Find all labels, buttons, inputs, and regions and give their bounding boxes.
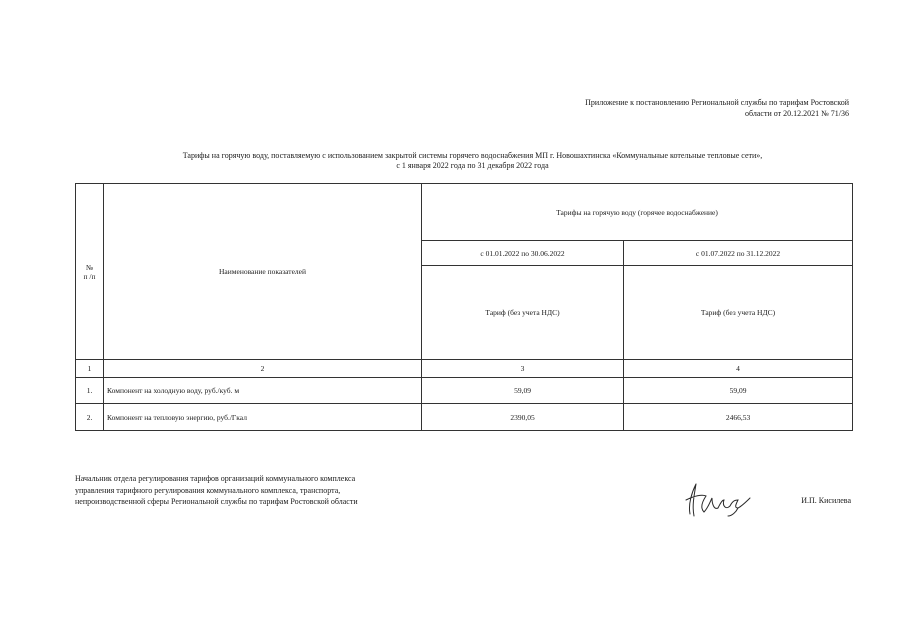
row-number: 1.: [76, 378, 104, 404]
header-period-1: с 01.01.2022 по 30.06.2022: [422, 241, 624, 266]
header-tariff-group: Тарифы на горячую воду (горячее водоснабжение): [422, 184, 853, 241]
tariff-table: [75, 183, 853, 431]
header-tariff-1: Тариф (без учета НДС): [422, 266, 624, 360]
position-line-1: Начальник отдела регулирования тарифов организаций коммунального комплекса: [75, 474, 356, 483]
signer-name: И.П. Кисилева: [801, 496, 851, 505]
row-value-period-2: 59,09: [624, 378, 853, 404]
header-period-2: с 01.07.2022 по 31.12.2022: [624, 241, 853, 266]
row-value-period-1: 2390,05: [422, 404, 624, 431]
col-number-4: 4: [624, 360, 853, 378]
appendix-line-1: Приложение к постановлению Региональной службы по тарифам Ростовской: [585, 98, 849, 107]
position-line-3: непроизводственной сферы Региональной службы по тарифам Ростовской области: [75, 497, 358, 506]
col-number-2: 2: [104, 360, 422, 378]
position-line-2: управления тарифного регулирования коммунального комплекса, транспорта,: [75, 485, 341, 495]
row-value-period-2: 2466,53: [624, 404, 853, 431]
row-value-period-1: 59,09: [422, 378, 624, 404]
header-name: Наименование показателей: [104, 184, 422, 360]
row-name: Компонент на холодную воду, руб./куб. м: [104, 378, 422, 404]
document-title: [60, 151, 885, 171]
row-name: Компонент на тепловую энергию, руб./Гкал: [104, 404, 422, 431]
table-row: [76, 404, 853, 431]
appendix-line-2: области от 20.12.2021 № 71/36: [745, 109, 849, 118]
header-number: № п /п: [76, 184, 104, 360]
handwritten-signature: [680, 478, 760, 520]
title-line-1: Тарифы на горячую воду, поставляемую с использованием закрытой системы горячего водоснабжения МП г. Новошахтинска «Коммунальные котельные тепловые сети»,: [182, 151, 763, 160]
row-number: 2.: [76, 404, 104, 431]
appendix-note: [509, 97, 849, 119]
signatory-position: [75, 473, 435, 508]
col-number-1: 1: [76, 360, 104, 378]
col-number-3: 3: [422, 360, 624, 378]
header-tariff-2: Тариф (без учета НДС): [624, 266, 853, 360]
title-line-2: с 1 января 2022 года по 31 декабря 2022 года: [396, 161, 549, 170]
table-row: [76, 378, 853, 404]
